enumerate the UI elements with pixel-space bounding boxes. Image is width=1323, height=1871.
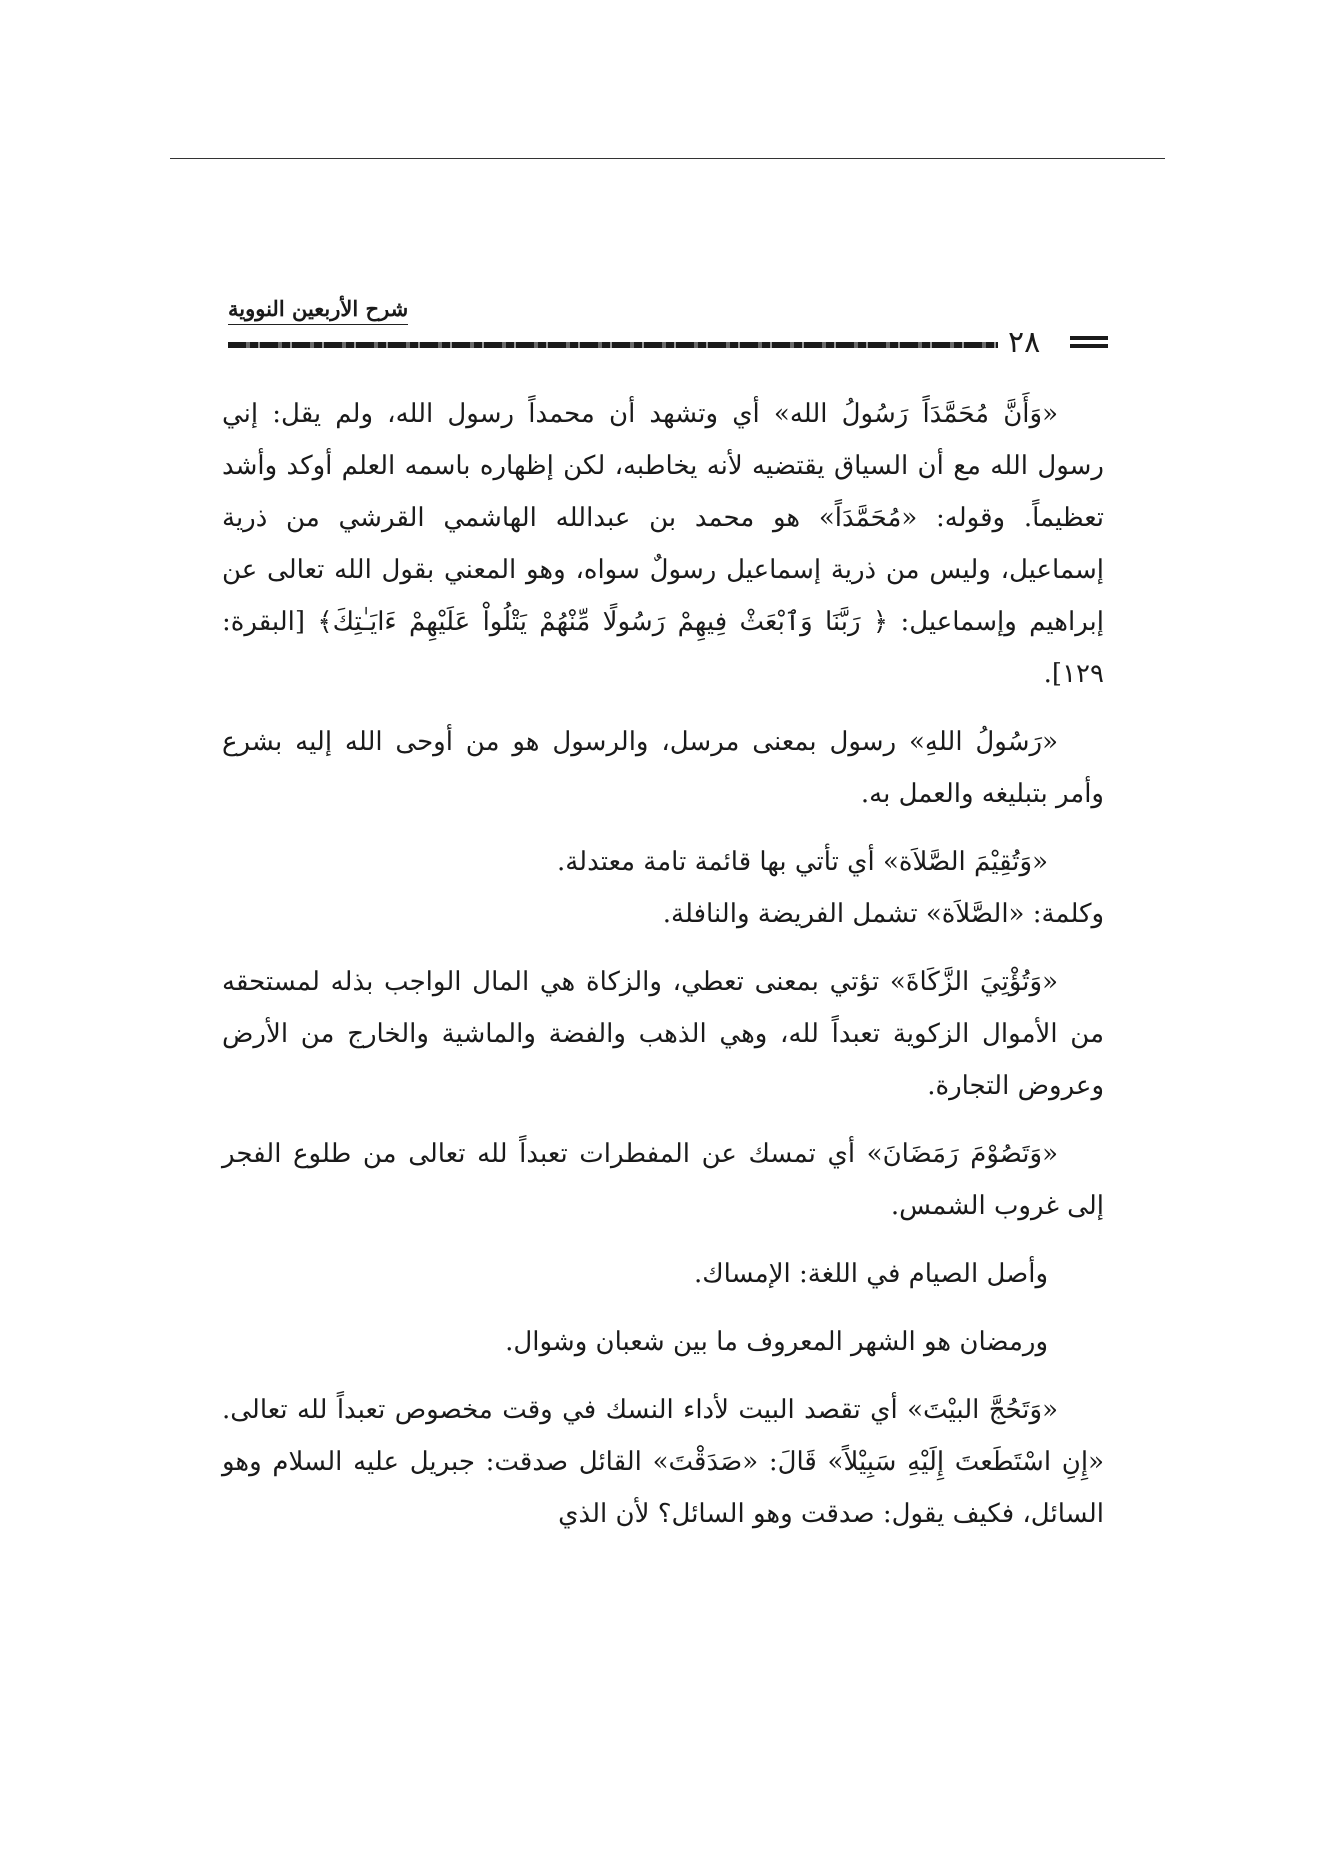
top-rule <box>170 158 1165 159</box>
page-number-mark <box>1070 336 1108 352</box>
paragraph-zakah: «وَتُؤْتِيَ الزَّكَاةَ» تؤتي بمعنى تعطي، والزكاة هي المال الواجب بذله لمستحقه من الأموال الزكوية تعبداً لله، وهي الذهب والفضة والماشية والخارج من الأرض وعروض التجارة. <box>222 967 1104 1101</box>
page-number: ٢٨ <box>1008 325 1041 360</box>
paragraph-ramadan: ورمضان هو الشهر المعروف ما بين شعبان وشوال. <box>505 1327 1048 1357</box>
paragraph-hajj: «وَتَحُجَّ البيْتَ» أي تقصد البيت لأداء النسك في وقت مخصوص تعبداً لله تعالى. «إِنِ اسْتَطَعتَ إِلَيْهِ سَبِيْلاً» قَالَ: «صَدَقْتَ» القائل صدقت: جبريل عليه السلام وهو السائل، فكيف يقول: صدقت وهو السائل؟ لأن الذي <box>222 1395 1104 1529</box>
paragraph-rasul-allah: «رَسُولُ اللهِ» رسول بمعنى مرسل، والرسول هو من أوحى الله إليه بشرع وأمر بتبليغه والعمل به. <box>222 727 1104 809</box>
paragraph-salah-word: وكلمة: «الصَّلاَة» تشمل الفريضة والنافلة. <box>662 899 1104 929</box>
header-ornamental-rule <box>228 342 998 348</box>
paragraph-salah: «وَتُقِيْمَ الصَّلاَة» أي تأتي بها قائمة تامة معتدلة. <box>556 847 1048 877</box>
page-body <box>222 388 1104 1540</box>
paragraph-shahada-muhammad: «وَأَنَّ مُحَمَّدَاً رَسُولُ الله» أي وتشهد أن محمداً رسول الله، ولم يقل: إني رسول الله مع أن السياق يقتضيه لأنه يخاطبه، لكن إظهاره باسمه العلم أوكد وأشد تعظيماً. وقوله: «مُحَمَّدَاً» هو محمد بن عبدالله الهاشمي القرشي من ذرية إسماعيل، وليس من ذرية إسماعيل رسولٌ سواه، وهو المعني بقول الله تعالى عن إبراهيم وإسماعيل: ﴿ رَبَّنَا وَٱبْعَثْ فِيهِمْ رَسُولًا مِّنْهُمْ يَتْلُواْ عَلَيْهِمْ ءَايَـٰتِكَ﴾ [البقرة: ١٢٩]. <box>222 399 1104 689</box>
book-title: شرح الأربعين النووية <box>228 296 408 325</box>
paragraph-siyam-meaning: وأصل الصيام في اللغة: الإمساك. <box>693 1259 1048 1289</box>
paragraph-sawm: «وَتَصُوْمَ رَمَضَانَ» أي تمسك عن المفطرات تعبداً لله تعالى من طلوع الفجر إلى غروب الشمس. <box>222 1139 1104 1221</box>
running-header <box>228 296 1108 360</box>
